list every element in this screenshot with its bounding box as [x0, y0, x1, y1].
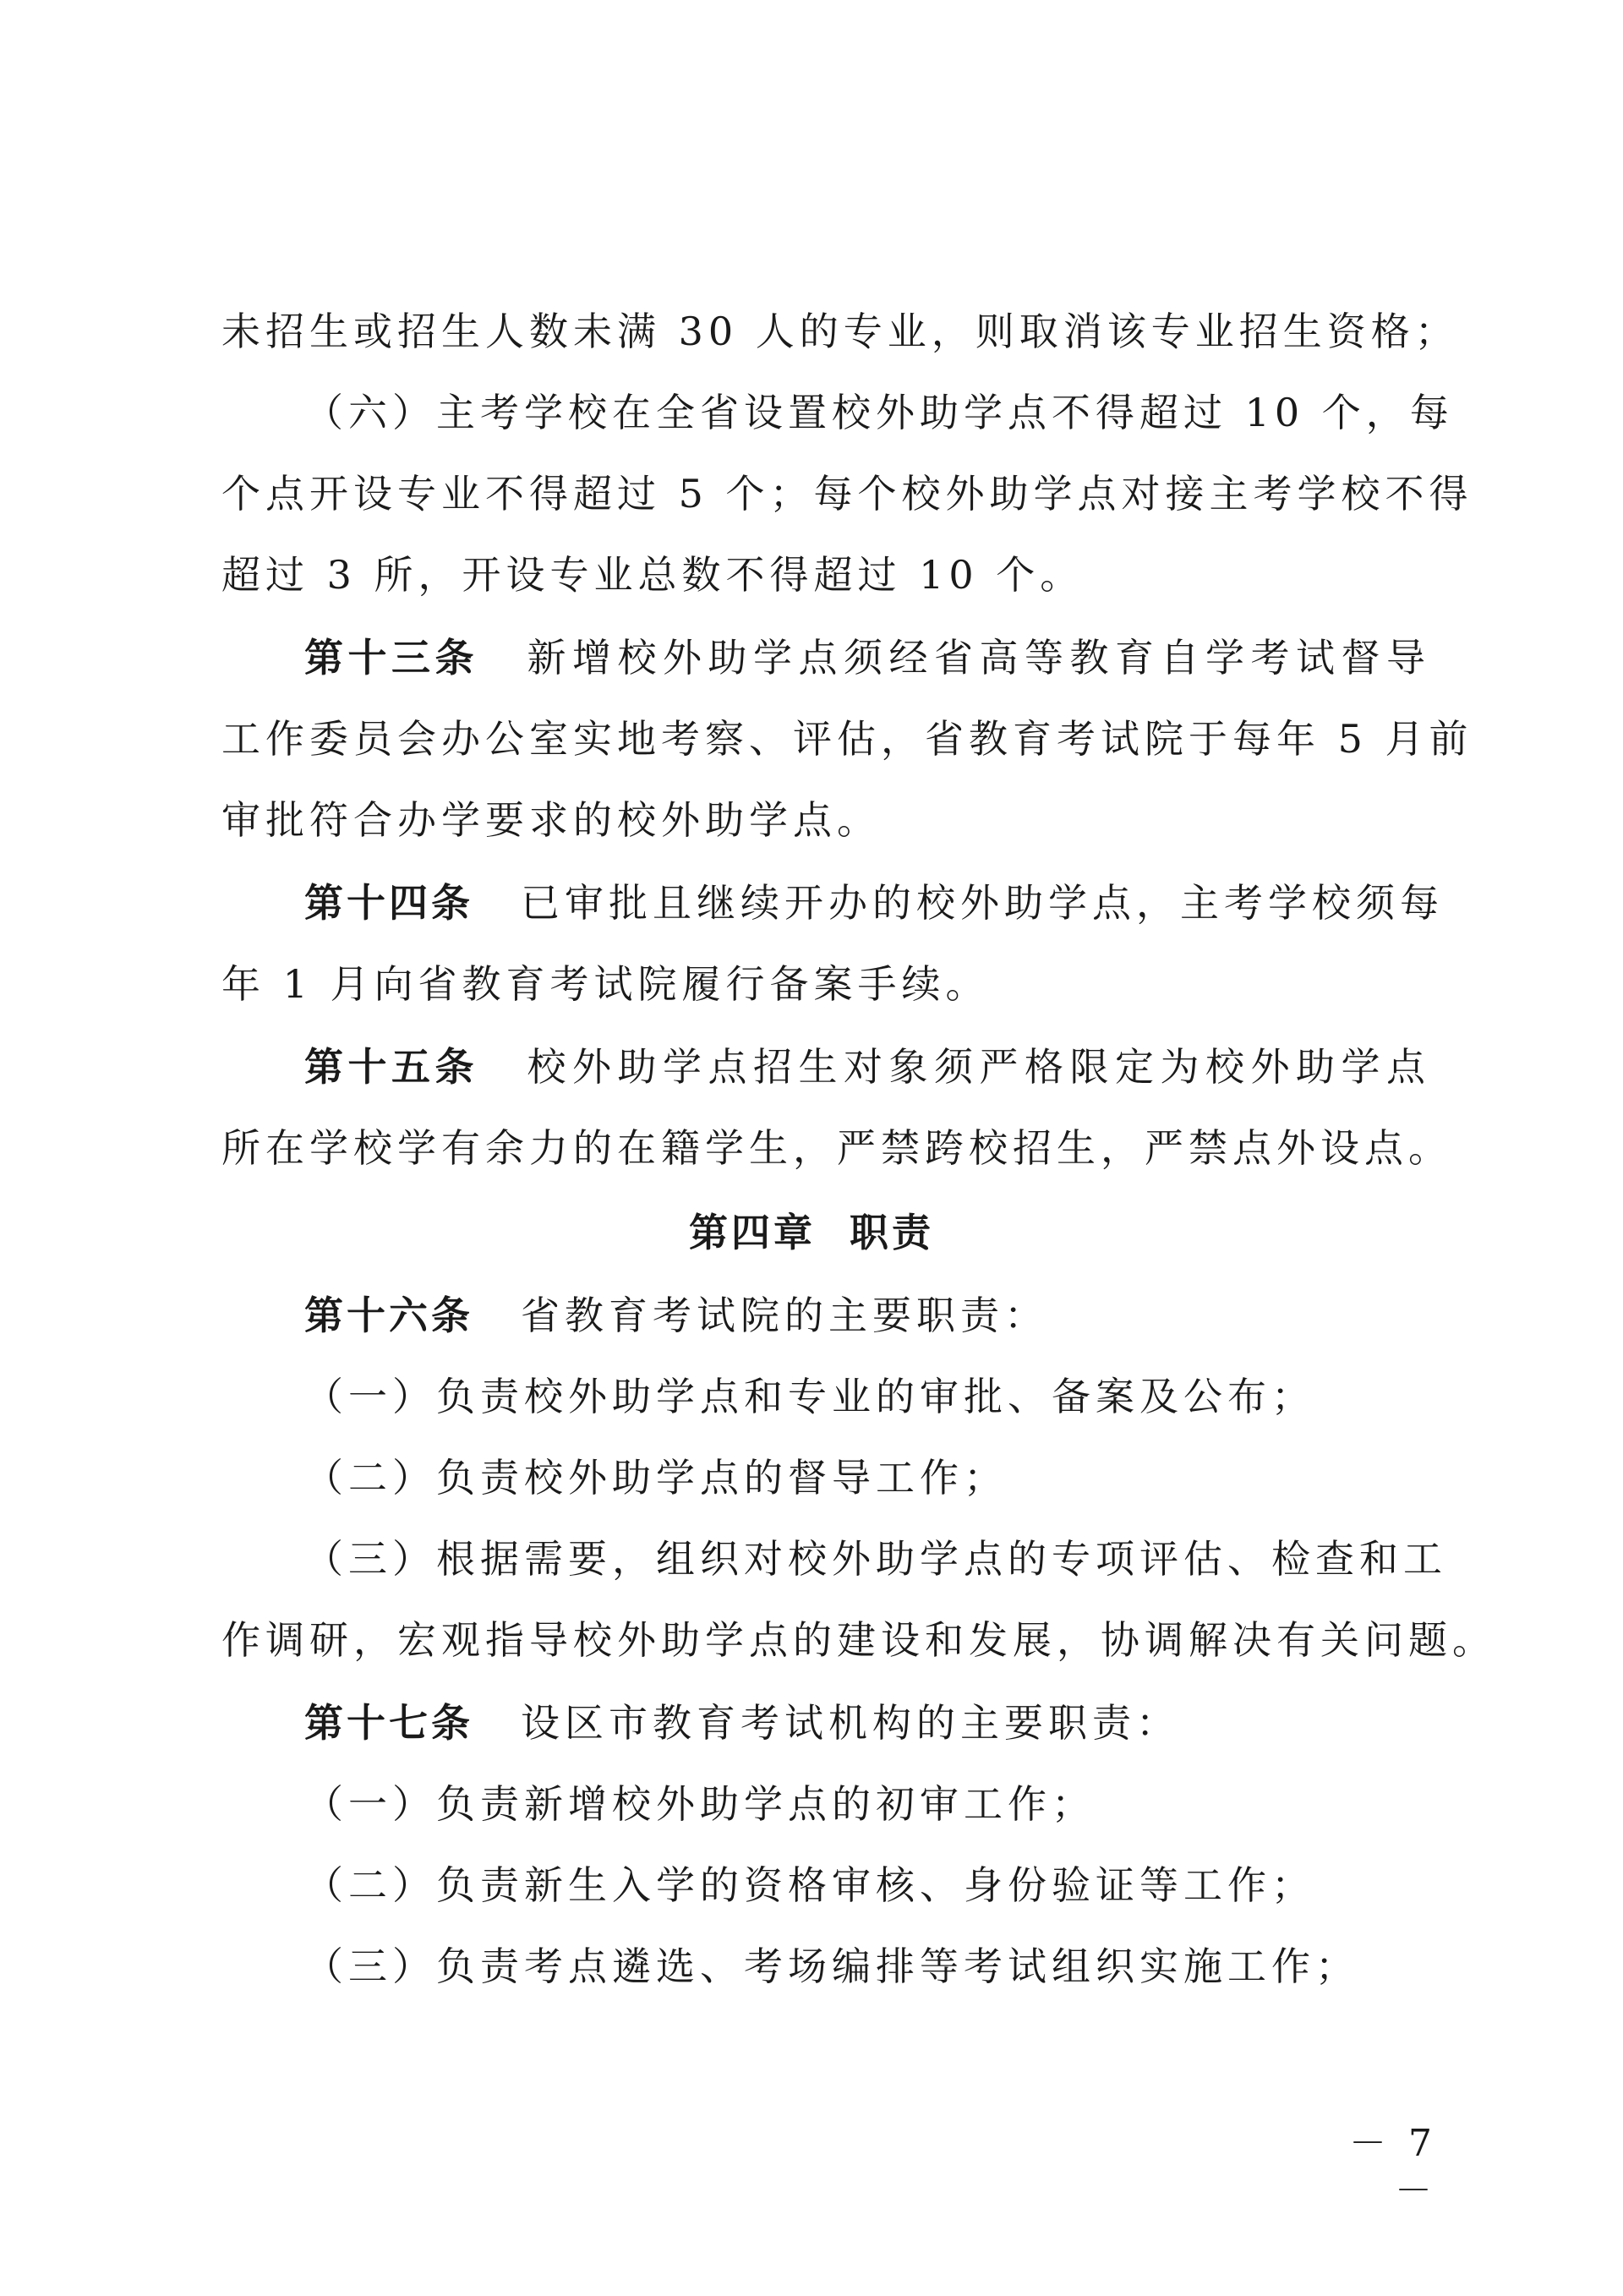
article-text: 新增校外助学点须经省高等教育自学考试督导	[526, 635, 1430, 681]
article-13-first-line	[304, 632, 1430, 683]
article-text: 已审批且继续开办的校外助学点，主考学校须每	[521, 880, 1444, 926]
article-label: 第十四条	[304, 880, 473, 926]
article-text: 省教育考试院的主要职责：	[521, 1293, 1048, 1338]
paragraph-line: 未招生或招生人数未满 30 人的专业，则取消该专业招生资格；	[221, 309, 1459, 354]
list-item: （三）根据需要，组织对校外助学点的专项评估、检查和工	[304, 1536, 1447, 1582]
article-label: 第十七条	[304, 1700, 473, 1746]
page-number: － 7 －	[1349, 2122, 1437, 2212]
list-item: （三）负责考点遴选、考场编排等考试组织实施工作；	[304, 1943, 1359, 1989]
article-text: 校外助学点招生对象须严格限定为校外助学点	[526, 1044, 1430, 1090]
list-item: （一）负责校外助学点和专业的审批、备案及公布；	[304, 1374, 1315, 1419]
paragraph-line: 作调研，宏观指导校外助学点的建设和发展，协调解决有关问题。	[221, 1617, 1496, 1663]
paragraph-line: （六）主考学校在全省设置校外助学点不得超过 10 个，每	[304, 390, 1454, 435]
paragraph-line: 所在学校学有余力的在籍学生，严禁跨校招生，严禁点外设点。	[221, 1125, 1452, 1171]
paragraph-line: 年 1 月向省教育考试院履行备案手续。	[221, 961, 990, 1007]
chapter-number: 第四章	[689, 1210, 816, 1255]
chapter-heading	[0, 1207, 1623, 1258]
article-label: 第十五条	[304, 1044, 478, 1090]
list-item: （二）负责校外助学点的督导工作；	[304, 1455, 1008, 1501]
article-label: 第十六条	[304, 1293, 473, 1338]
paragraph-line: 个点开设专业不得超过 5 个；每个校外助学点对接主考学校不得	[221, 471, 1473, 517]
list-item: （一）负责新增校外助学点的初审工作；	[304, 1781, 1096, 1827]
article-label: 第十三条	[304, 635, 478, 681]
paragraph-line: 超过 3 所，开设专业总数不得超过 10 个。	[221, 552, 1085, 598]
chapter-title: 职责	[850, 1210, 934, 1255]
paragraph-line: 工作委员会办公室实地考察、评估，省教育考试院于每年 5 月前	[221, 716, 1473, 762]
article-text: 设区市教育考试机构的主要职责：	[521, 1700, 1180, 1746]
article-17-first-line	[304, 1697, 1430, 1748]
article-16-first-line	[304, 1290, 1430, 1341]
paragraph-line: 审批符合办学要求的校外助学点。	[221, 797, 881, 843]
article-14-first-line	[304, 877, 1444, 928]
article-15-first-line	[304, 1041, 1430, 1092]
list-item: （二）负责新生入学的资格审核、身份验证等工作；	[304, 1862, 1315, 1908]
